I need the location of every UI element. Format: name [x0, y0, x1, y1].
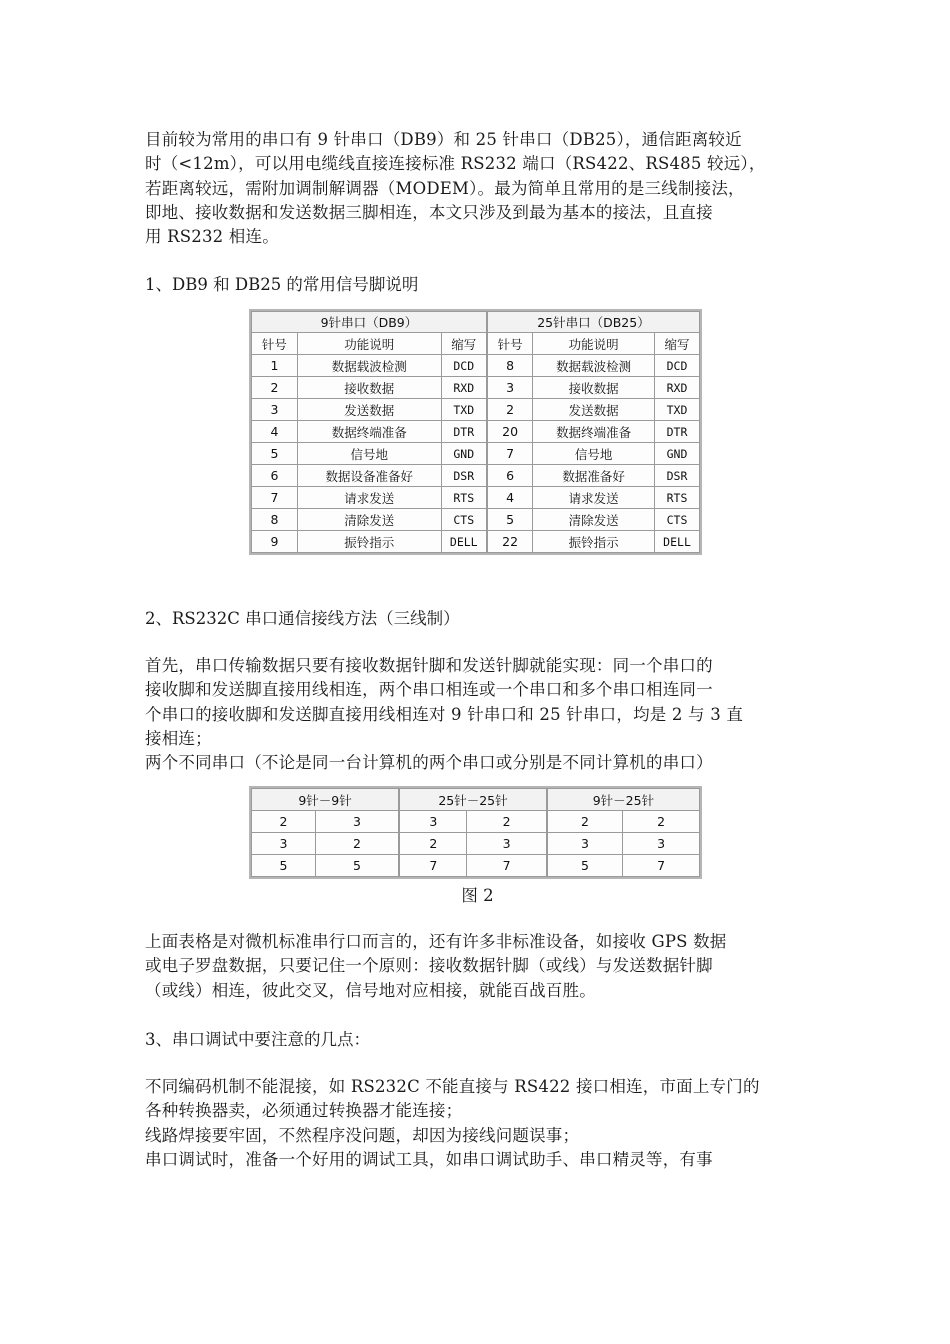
- connection-table: [251, 788, 700, 877]
- abbr-25: RXD: [655, 377, 700, 399]
- cell: 3: [315, 811, 399, 833]
- paragraph-line: 接相连；: [145, 728, 212, 748]
- abbr-9: DSR: [441, 465, 487, 487]
- paragraph-line: 线路焊接要牢固，不然程序没问题，却因为接线问题误事；: [145, 1125, 580, 1145]
- cell: 2: [623, 811, 700, 833]
- header-25-25: 25针－25针: [399, 789, 547, 811]
- pin-25: 8: [487, 355, 533, 377]
- func-25: 数据准备好: [533, 465, 655, 487]
- figure-caption: 图 2: [461, 886, 494, 905]
- paragraph-line: 或电子罗盘数据，只要记住一个原则：接收数据针脚（或线）与发送数据针脚: [145, 956, 713, 976]
- table-row: [252, 465, 700, 487]
- abbr-25: RTS: [655, 487, 700, 509]
- intro-paragraph: [145, 128, 810, 249]
- pin-9: 1: [252, 355, 298, 377]
- pin-25: 7: [487, 443, 533, 465]
- table-row: [252, 421, 700, 443]
- abbr-9: GND: [441, 443, 487, 465]
- pin-9: 9: [252, 531, 298, 553]
- func-9: 请求发送: [297, 487, 441, 509]
- paragraph-line: 串口调试时，准备一个好用的调试工具，如串口调试助手、串口精灵等，有事: [145, 1149, 713, 1169]
- table-row: [252, 443, 700, 465]
- func-25: 发送数据: [533, 399, 655, 421]
- pin-9: 4: [252, 421, 298, 443]
- table-row: [252, 531, 700, 553]
- abbr-25: GND: [655, 443, 700, 465]
- abbr-25: DSR: [655, 465, 700, 487]
- abbr-9: DTR: [441, 421, 487, 443]
- section-3-paragraph: [145, 1075, 810, 1172]
- cell: 2: [547, 811, 623, 833]
- pin-25: 20: [487, 421, 533, 443]
- cell: 5: [315, 855, 399, 877]
- paragraph-line: 各种转换器卖，必须通过转换器才能连接；: [145, 1101, 463, 1121]
- section-3-heading: 3、串口调试中要注意的几点：: [145, 1030, 370, 1049]
- abbr-9: RXD: [441, 377, 487, 399]
- cell: 2: [252, 811, 316, 833]
- func-25: 数据终端准备: [533, 421, 655, 443]
- func-9: 数据终端准备: [297, 421, 441, 443]
- abbr-25: DCD: [655, 355, 700, 377]
- abbr-9: RTS: [441, 487, 487, 509]
- table-row: [252, 811, 700, 833]
- intro-line: 目前较为常用的串口有 9 针串口（DB9）和 25 针串口（DB25），通信距离较近: [145, 130, 742, 149]
- func-9: 数据载波检测: [297, 355, 441, 377]
- after-table-paragraph: [145, 930, 810, 1003]
- col-pin: 针号: [487, 333, 533, 355]
- col-func: 功能说明: [297, 333, 441, 355]
- abbr-9: DELL: [441, 531, 487, 553]
- table-row: [252, 355, 700, 377]
- cell: 2: [399, 833, 467, 855]
- cell: 5: [547, 855, 623, 877]
- paragraph-line: 个串口的接收脚和发送脚直接用线相连对 9 针串口和 25 针串口，均是 2 与 3 直: [145, 704, 744, 724]
- header-9-9: 9针－9针: [252, 789, 400, 811]
- col-func: 功能说明: [533, 333, 655, 355]
- func-25: 清除发送: [533, 509, 655, 531]
- cell: 5: [252, 855, 316, 877]
- abbr-25: TXD: [655, 399, 700, 421]
- section-1-heading: 1、DB9 和 DB25 的常用信号脚说明: [145, 275, 419, 294]
- paragraph-line: 首先，串口传输数据只要有接收数据针脚和发送针脚就能实现：同一个串口的: [145, 656, 713, 675]
- header-9-25: 9针－25针: [547, 789, 700, 811]
- cell: 3: [399, 811, 467, 833]
- func-9: 发送数据: [297, 399, 441, 421]
- func-9: 信号地: [297, 443, 441, 465]
- func-25: 信号地: [533, 443, 655, 465]
- pin-25: 2: [487, 399, 533, 421]
- table-row: [252, 377, 700, 399]
- abbr-9: CTS: [441, 509, 487, 531]
- pin-9: 5: [252, 443, 298, 465]
- pin-table-column-header: [252, 333, 700, 355]
- pin-25: 3: [487, 377, 533, 399]
- pin-9: 6: [252, 465, 298, 487]
- paragraph-line: （或线）相连，彼此交叉，信号地对应相接，就能百战百胜。: [145, 980, 596, 1000]
- paragraph-line: 两个不同串口（不论是同一台计算机的两个串口或分别是不同计算机的串口）: [145, 753, 713, 773]
- abbr-25: DELL: [655, 531, 700, 553]
- table-row: [252, 487, 700, 509]
- paragraph-line: 接收脚和发送脚直接用线相连，两个串口相连或一个串口和多个串口相连同一: [145, 680, 713, 700]
- cell: 3: [623, 833, 700, 855]
- col-abbr: 缩写: [655, 333, 700, 355]
- pin-table-group-header: [252, 312, 700, 333]
- cell: 7: [467, 855, 547, 877]
- section-2-paragraph: [145, 654, 810, 775]
- func-25: 请求发送: [533, 487, 655, 509]
- cell: 7: [623, 855, 700, 877]
- pin-9: 2: [252, 377, 298, 399]
- cell: 3: [547, 833, 623, 855]
- func-25: 数据载波检测: [533, 355, 655, 377]
- section-2-heading: 2、RS232C 串口通信接线方法（三线制）: [145, 609, 460, 628]
- paragraph-line: 不同编码机制不能混接，如 RS232C 不能直接与 RS422 接口相连，市面上专门的: [145, 1077, 760, 1096]
- intro-line: 用 RS232 相连。: [145, 227, 279, 247]
- pin-9: 7: [252, 487, 298, 509]
- intro-line: 若距离较远，需附加调制解调器（MODEM）。最为简单且常用的是三线制接法，: [145, 178, 745, 198]
- col-abbr: 缩写: [441, 333, 487, 355]
- cell: 2: [315, 833, 399, 855]
- pin-description-table: [251, 311, 700, 553]
- db9-group-header: 9针串口（DB9）: [252, 312, 487, 333]
- pin-25: 22: [487, 531, 533, 553]
- col-pin: 针号: [252, 333, 298, 355]
- abbr-25: CTS: [655, 509, 700, 531]
- cell: 2: [467, 811, 547, 833]
- func-25: 振铃指示: [533, 531, 655, 553]
- table-row: [252, 399, 700, 421]
- table-row: [252, 509, 700, 531]
- paragraph-line: 上面表格是对微机标准串行口而言的，还有许多非标准设备，如接收 GPS 数据: [145, 932, 727, 951]
- abbr-9: DCD: [441, 355, 487, 377]
- pin-25: 6: [487, 465, 533, 487]
- func-9: 数据设备准备好: [297, 465, 441, 487]
- cell: 3: [252, 833, 316, 855]
- cell: 7: [399, 855, 467, 877]
- pin-25: 4: [487, 487, 533, 509]
- table-row: [252, 833, 700, 855]
- func-9: 清除发送: [297, 509, 441, 531]
- intro-line: 即地、接收数据和发送数据三脚相连，本文只涉及到最为基本的接法，且直接: [145, 202, 713, 222]
- pin-9: 3: [252, 399, 298, 421]
- abbr-9: TXD: [441, 399, 487, 421]
- cell: 3: [467, 833, 547, 855]
- db25-group-header: 25针串口（DB25）: [487, 312, 700, 333]
- table-row: [252, 855, 700, 877]
- pin-25: 5: [487, 509, 533, 531]
- func-9: 接收数据: [297, 377, 441, 399]
- abbr-25: DTR: [655, 421, 700, 443]
- func-9: 振铃指示: [297, 531, 441, 553]
- connection-table-header: [252, 789, 700, 811]
- func-25: 接收数据: [533, 377, 655, 399]
- pin-9: 8: [252, 509, 298, 531]
- intro-line: 时（<12m），可以用电缆线直接连接标准 RS232 端口（RS422、RS485 较远），: [145, 154, 766, 174]
